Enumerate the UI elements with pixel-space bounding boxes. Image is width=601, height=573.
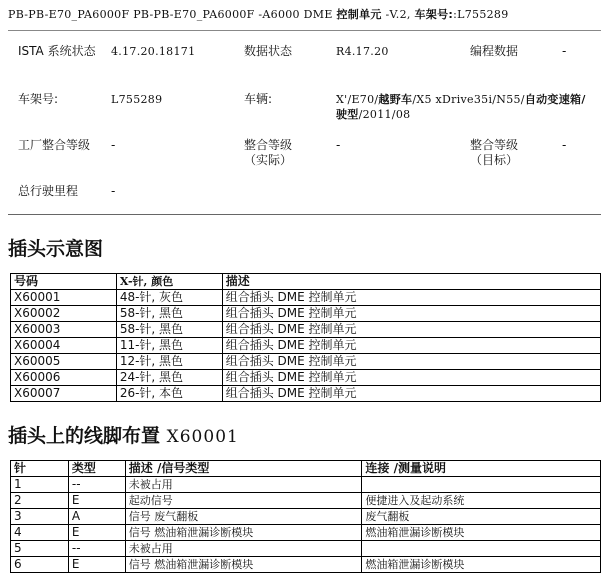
vehicle-info-block: [8, 30, 601, 198]
info-top-rule: [8, 30, 601, 31]
column-header: 描述: [222, 274, 600, 290]
table-row: [11, 541, 601, 557]
pin-description: 起动信号: [125, 493, 362, 509]
table-row: [11, 493, 601, 509]
pin-description: 信号 燃油箱泄漏诊断模块: [125, 557, 362, 573]
pin-table-header: [11, 461, 601, 477]
pin-type: E: [68, 557, 125, 573]
actual-integration-level-label: 整合等级 （实际）: [244, 138, 293, 167]
pin-connection: 燃油箱泄漏诊断模块: [362, 525, 601, 541]
table-row: [11, 477, 601, 493]
pin-connection: [362, 541, 601, 557]
document-header: [8, 6, 601, 24]
vehicle-engine: /X5 xDrive35i/N55/: [412, 93, 525, 106]
vehicle-value: [336, 92, 601, 122]
header-version: -V.2,: [385, 8, 411, 21]
plug-description: 组合插头 DME 控制单元: [222, 290, 600, 306]
table-row: [11, 557, 601, 573]
column-header: 连接 /测量说明: [362, 461, 601, 477]
table-row: [11, 338, 601, 354]
plug-pins-color: 24-针, 黑色: [116, 370, 222, 386]
plug-number: X60003: [11, 322, 117, 338]
pin-layout-title-text: 插头上的线脚布置: [8, 425, 161, 447]
plug-number: X60005: [11, 354, 117, 370]
vehicle-date: /2011/08: [358, 108, 411, 121]
plug-description: 组合插头 DME 控制单元: [222, 306, 600, 322]
plug-number: X60006: [11, 370, 117, 386]
data-status-label: 数据状态: [244, 44, 293, 58]
pin-type: A: [68, 509, 125, 525]
vehicle-label: 车辆:: [244, 92, 273, 106]
pin-type: E: [68, 493, 125, 509]
table-row: [11, 386, 601, 402]
ista-status-label: ISTA 系统状态: [18, 44, 96, 58]
plug-number: X60002: [11, 306, 117, 322]
table-row: [11, 354, 601, 370]
table-row: [11, 525, 601, 541]
vehicle-transmission: 自动变速箱/: [524, 93, 586, 106]
target-integration-level-label: 整合等级 （目标）: [470, 138, 519, 167]
plug-number: X60001: [11, 290, 117, 306]
pin-description: 信号 废气翻板: [125, 509, 362, 525]
pin-description: 未被占用: [125, 477, 362, 493]
plug-pins-color: 48-针, 灰色: [116, 290, 222, 306]
pin-number: 2: [11, 493, 69, 509]
plug-description: 组合插头 DME 控制单元: [222, 354, 600, 370]
programming-data-label: 编程数据: [470, 44, 519, 58]
pin-layout-connector-code: X60001: [166, 427, 239, 447]
column-header: 针: [11, 461, 69, 477]
actual-integration-level-value: -: [336, 138, 341, 152]
table-row: [11, 322, 601, 338]
pin-type: --: [68, 541, 125, 557]
vehicle-body-type: 越野车: [378, 93, 413, 106]
vehicle-drive-type: 驶型: [336, 108, 359, 121]
table-row: [11, 306, 601, 322]
plug-description: 组合插头 DME 控制单元: [222, 386, 600, 402]
ista-status-value: 4.17.20.18171: [111, 45, 196, 58]
info-bottom-rule: [8, 214, 601, 215]
plug-table-header: [11, 274, 601, 290]
table-row: [11, 290, 601, 306]
total-mileage-label: 总行驶里程: [18, 184, 79, 198]
pin-connection: 废气翻板: [362, 509, 601, 525]
plug-pins-color: 11-针, 黑色: [116, 338, 222, 354]
pin-number: 6: [11, 557, 69, 573]
column-header: 号码: [11, 274, 117, 290]
plug-diagram-title: 插头示意图: [8, 238, 104, 260]
chassis-number-label: 车架号:: [18, 92, 59, 106]
header-chassis-value: :L755289: [453, 8, 509, 21]
pin-number: 3: [11, 509, 69, 525]
plug-pins-color: 58-针, 黑色: [116, 322, 222, 338]
table-row: [11, 370, 601, 386]
pin-number: 5: [11, 541, 69, 557]
column-header: 类型: [68, 461, 125, 477]
pin-description: 信号 燃油箱泄漏诊断模块: [125, 525, 362, 541]
table-row: [11, 509, 601, 525]
header-prefix: PB-PB-E70_PA6000F PB-PB-E70_PA6000F -A6000 DME: [8, 8, 333, 21]
chassis-number-value: L755289: [111, 93, 163, 106]
pin-connection: 燃油箱泄漏诊断模块: [362, 557, 601, 573]
plug-number: X60007: [11, 386, 117, 402]
pin-number: 1: [11, 477, 69, 493]
target-integration-level-value: -: [562, 138, 567, 152]
plug-description: 组合插头 DME 控制单元: [222, 322, 600, 338]
pin-connection: [362, 477, 601, 493]
pin-connection: 便捷进入及起动系统: [362, 493, 601, 509]
plug-description: 组合插头 DME 控制单元: [222, 338, 600, 354]
pin-number: 4: [11, 525, 69, 541]
total-mileage-value: -: [111, 184, 116, 198]
pin-type: E: [68, 525, 125, 541]
column-header: 描述 /信号类型: [125, 461, 362, 477]
plug-pins-color: 26-针, 本色: [116, 386, 222, 402]
plug-pins-color: 58-针, 黑色: [116, 306, 222, 322]
pin-type: --: [68, 477, 125, 493]
pin-layout-title: [8, 424, 239, 449]
data-status-value: R4.17.20: [336, 45, 389, 58]
vehicle-model-code: X'/E70/: [336, 93, 379, 106]
pin-layout-table: [10, 460, 601, 573]
plug-description: 组合插头 DME 控制单元: [222, 370, 600, 386]
programming-data-value: -: [562, 44, 567, 58]
factory-integration-level-value: -: [111, 138, 116, 152]
header-unit-label: 控制单元: [336, 8, 382, 21]
plug-number: X60004: [11, 338, 117, 354]
plug-diagram-table: [10, 273, 601, 402]
header-chassis-label: 车架号:: [414, 8, 454, 21]
pin-description: 未被占用: [125, 541, 362, 557]
column-header: X-针, 颜色: [116, 274, 222, 290]
factory-integration-level-label: 工厂整合等级: [18, 138, 91, 152]
plug-pins-color: 12-针, 黑色: [116, 354, 222, 370]
